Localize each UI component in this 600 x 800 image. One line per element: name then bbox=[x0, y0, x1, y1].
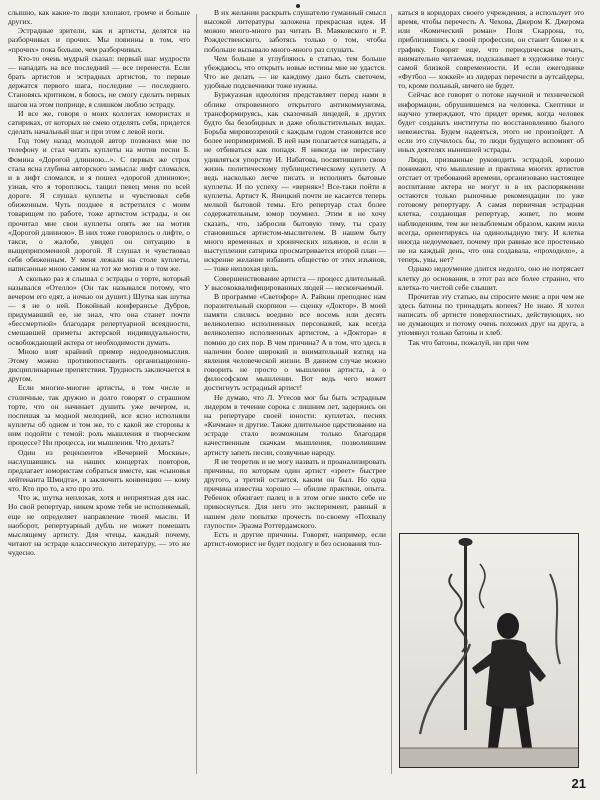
paragraph: Один из рецензентов «Вечерней Москвы», наслушавшись на наших концертах повторов, предлагает юмористам собраться вместе, как «сыновья лейтенанта Шмидта», и заключить конвенцию — кому что. Кто про то, а кто про это. bbox=[8, 447, 190, 494]
paragraph: Если многие-многие артисты, в том числе и столичные, так дружно и долго говорят о страшном торте, что он начинает душить уже вечером, и, поспешая за модной мелодией, все ясно исполняли куплеты об одном и том же, то с какой же стороны к ним подойти с темой: роль мышления в творческом процессе? Ни процесса, ни мышления. Что делать? bbox=[8, 383, 190, 448]
column-divider-2 bbox=[391, 14, 392, 774]
paragraph: Мною взят крайний пример недоединомыслия. Этому можно противопоставить организационно-дисциплинарные препятствия. Трудность заключается в другом. bbox=[8, 346, 190, 384]
paragraph: И все же, говоря о моих коллегах юмористах и сатириках, от которых не смею отделять себя, придется сделать начальный шаг и при этом с левой ноги. bbox=[8, 108, 190, 137]
paragraph: Чем больше я углубляюсь в статью, тем больше убеждаюсь, что открыть новые истины мне не удастся. Что же делать — не каждому дано быть светочем, удобные подсвечники тоже нужны. bbox=[204, 53, 386, 91]
paragraph: Есть и другие причины. Говорят, например, если артист-юморист не будет подолгу и без основания тол- bbox=[204, 529, 386, 549]
paragraph: Эстрадные зрители, как и артисты, делятся на разборчивых и прочих. Мы повинны в том, что «прочих» пока больше, чем разборчивых. bbox=[8, 26, 190, 54]
paragraph: Что ж, шутка неплохая, хотя и неприятная для нас. Но свой репертуар, никем кроме тебя не исполняемый, еще не определяет направление твоей мысли. И наоборот, репертуарный дубль не может помешать мыслящему артисту. Для чтецы, каждый почему, читают на эстраде классическую литературу, — это же чудесно. bbox=[8, 493, 190, 558]
paragraph: Буржуазная идеология представляет перед нами в облике откровенного открытого антикоммунизма, трансформируясь, как сказочный лицедей, в других будто бы безобидных и даже обольстительных видах. Борьба мировоззрений с каждым годом становится все более непримиримой. В ней нам полагается нападать, а не отбиваться как попадя. Я никогда не перестану удивляться упорству И. Набатова, посвятившего свою жизнь политическому публицистическому куплету. А ведь насколько легче писать и исполнять бытовые куплеты. И по успеху — «верняк»! Все-таки пойти в куплеты. Артист К. Яницкий почти не касается теперь мелкой бытовой темы. Его репертуар стал более содержательным, юмор поумнел. Этим я не хочу сказать, что, забросив бытовую тему, ты сразу становишься артистом-мыслителем. В нашем быту много временных и хронических изъянов, и если в выступлении сатирика просматривается второй план — искренне желание избавить общество от этих изъянов, — тоже неплохая цель. bbox=[204, 90, 386, 274]
paragraph: Люди, призванные руководить эстрадой, хорошо понимают, что мышление и практика многих артистов отстает от требований времени, организовано настоящее воспитание актера не могут и в их распоряжении остаются только рыночные рекомендации по уже готовому репертуару. А самая первичная эстрадная клетка, создающая репертуар, живет, по моим наблюдениям, тем же незыблемым образом, каким жила всегда, ориентируясь на одинолыдную тягу. И клетка иногда недоумевает, почему при равные все простенько не на каждый день, что она создавала, «проходило», а теперь, увы, нет? bbox=[398, 154, 584, 265]
paragraph: Я не теоретик и не могу назвать и проанализировать причины, по которым один артист «зреет» быстрее другого, а третий остается, каким он был. Но одна причина известна хорошо — обилие практики, опыта. Ребенок обжигает палец и в этом огне никто себе не прикоснуться. Для него это эксперимент, равный в нашем деле попытке прочесть по-своему «Похвалу глупости» Эразма Роттердамского. bbox=[204, 456, 386, 530]
illustration-photo bbox=[399, 533, 579, 768]
paragraph: Однако недоумение длится недолго, оно не потрясает клетку до основания, в этот раз все более странно, что клетка-то чистой себе слышит. bbox=[398, 264, 584, 292]
column-divider-1 bbox=[196, 14, 197, 774]
performer-figure-image bbox=[400, 534, 578, 767]
paragraph: Прочитав эту статью, вы спросите меня: а при чем же здесь батоны по тринадцать копеек? Не знаю. Я хотел написать об артисте поверхностных, действующих, но не думающих и потому очень похожих друг на друга, а упомянул только батоны и хлеб. bbox=[398, 291, 584, 338]
paragraph: слышно, как какие-то люди хлопают, громче и больше других. bbox=[8, 8, 190, 27]
text-column-1 bbox=[8, 8, 190, 778]
paragraph: Сейчас все говорят о потоке научной и технической информации, обрушившемся на человека. Скептики и научно утверждают, что придет время, когда человек будет создавать институты по восстановлению былого невежества. Будем надеяться, этого не произойдет. А если это случилось бы, то люди будущего вспомнят об иных деятелях нынешней эстрады. bbox=[398, 90, 584, 155]
paragraph: В программе «Светофор» А. Райкин преподнес нам поразительный скорпион — сценку «Доктор». В моей памяти слились воедино все восемь или десять великолепно исполненных персонажей, как всегда великолепно исполненных артистом, а «Доктора» я помню до сих пор. В чем причина? А в том, что здесь в наличии более широкий и внимательный взгляд на явления человеческой жизни. В данном случае можно говорить не просто о мышлении артиста, а о философском мышлении. Вот ведь чего может достигнуть эстрадный артист! bbox=[204, 291, 386, 393]
paragraph: В их желании раскрыть слушателю гуманный смысл высокой литературы заложена прекрасная идея. И можно много-много раз читать В. Маяковского и Р. Рождественского, заботясь только о том, чтобы побольше вызывало много-много раз слушать. bbox=[204, 8, 386, 54]
text-column-2 bbox=[204, 8, 386, 778]
paragraph: Кто-то очень мудрый сказал: первый шаг мудрости — нападать на все последний — все перенести. Если брать артистов и эстрадных артистов, то первые держатся первого шага, последние — последнего. Становясь критиком, я боюсь, не смогу сделать первых шагов на этом поприще, я слишком люблю эстраду. bbox=[8, 53, 190, 109]
paragraph: Год тому назад молодой автор позвонил мне по телефону и стал читать куплеты на мотив песни Б. Фомина «Дорогой длинною...». С первых же строк стала ясна глубина авторского замысла: лифт сломался, и в лифт сломался, и я пошел «дорогой длинною»; узнав, что я тороплюсь, тащил певец меня по всей дороге. Я слушал куплеты и чувствовал себя обиженным. Чуть позднее я встретился с моим товарищем по работе, тоже артистом эстрады, и он прочитал мне свои куплеты опять же на мотив «Дорогой длинною». В них тоже говорилось о лифте, о такси, о жалобе, увидел он ситуацию в выщеприпоменной дорогой. Я слушал и чувствовал себя обиженным. У меня лежали на столе куплеты, написанные мною самим на тот же мотив и о том же. bbox=[8, 136, 190, 274]
paragraph: Не думаю, что Л. Утесов мог бы быть эстрадным лидером в течение сорока с лишним лет, задержись он на репертуаре своей юности: куплетах, песнях «Кичман» и другие. Также длительное царствование на эстраде стало возможным только благодаря качественным скачкам мышления, позволившим артисту запеть песни, созвучные народу. bbox=[204, 392, 386, 457]
paragraph: Так что батоны, пожалуй, ни при чем bbox=[408, 337, 529, 347]
paragraph: А сколько раз я слышал с эстрады о торте, который назывался «Отелло» (Он так назывался потому, что вечером его едят, а ночью он душит.) Шутка как шутка — я не о ней. Покойный конферансье Дубров, придумавший ее, не знал, что она станет почти «бессмертной» благодаря репертуарной всеядности, смешавшей приметы актерской индивидуальности, освобождающей актера от необходимости думать. bbox=[8, 273, 190, 347]
page-number: 21 bbox=[571, 776, 586, 791]
paragraph: каться в коридорах своего учреждения, а использует это время, чтобы перечесть А. Чехова, Джером К. Джерома или «Комический роман» Поля Скаррона, то, приблизившись к своей профессии, он станет ближе и к графику. Говорят еще, что периодическая печать, внимательно читаемая, подсказывает в художнике тонус самой близкой современности. И если ежегоднике «Футбол — хоккей» из лидерах перечести в аутсайдеры, то, кроме польный, ничего не будет. bbox=[398, 8, 584, 91]
paragraph: Совершенствование артиста — процесс длительный. У высококвалифицированных людей — нескончаемый. bbox=[204, 273, 386, 292]
